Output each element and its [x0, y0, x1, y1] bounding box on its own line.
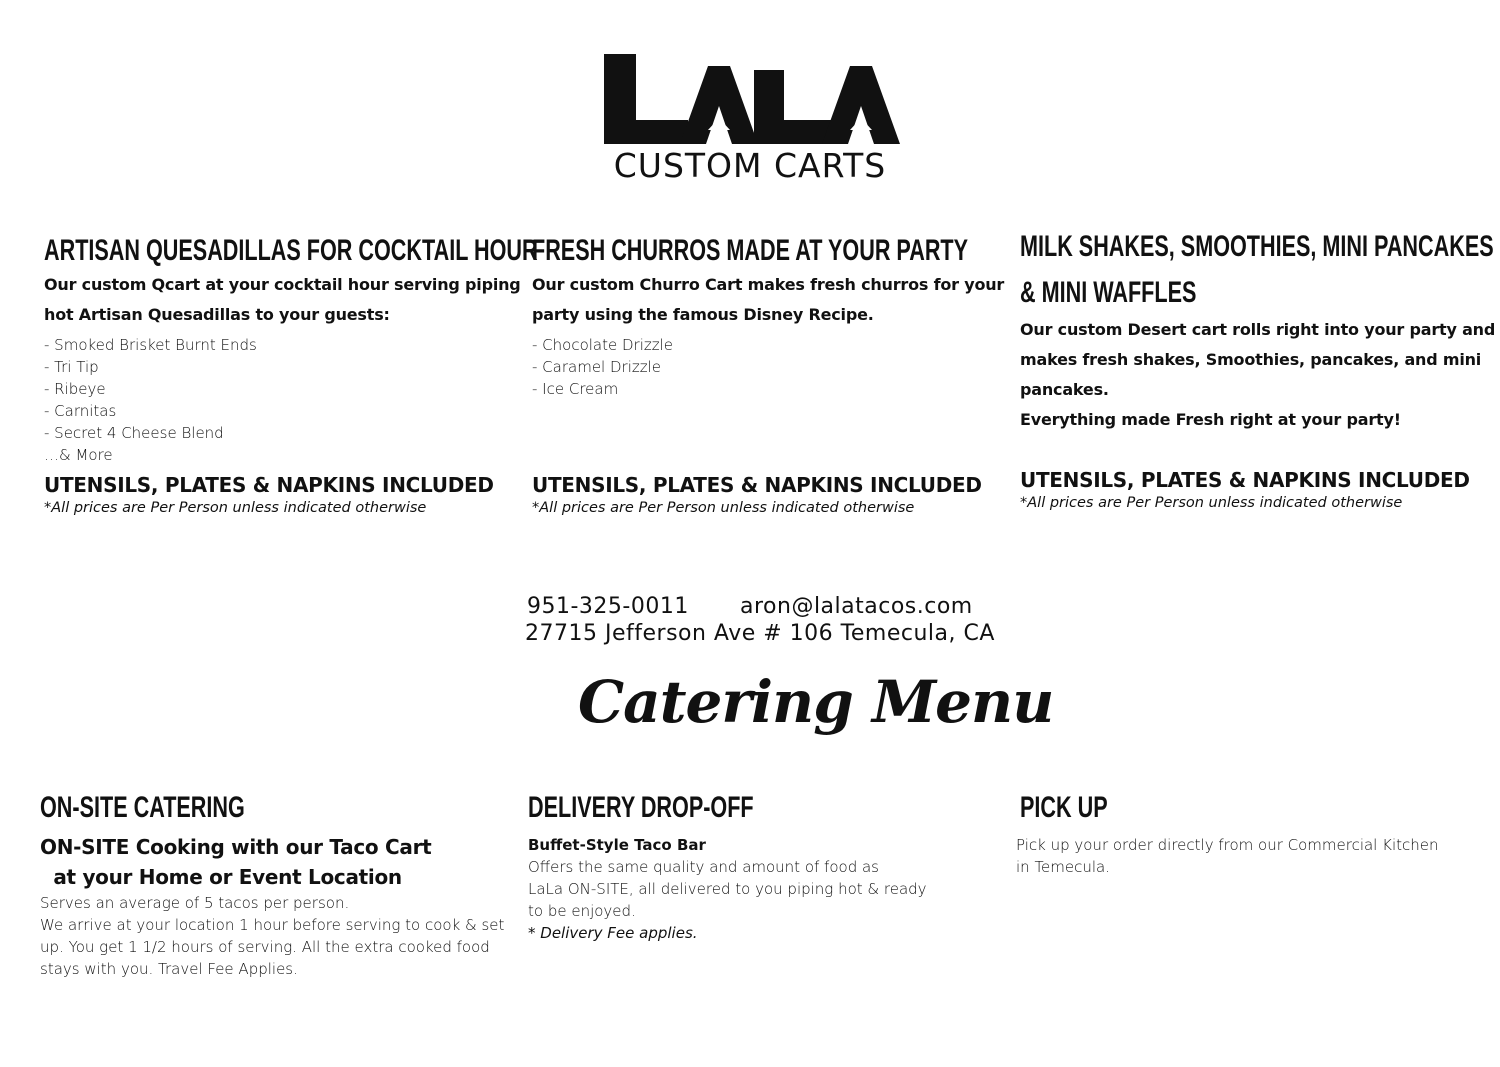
included-label: UTENSILS, PLATES & NAPKINS INCLUDED	[44, 473, 494, 497]
dessert-lead-line: makes fresh shakes, Smoothies, pancakes, and mini	[1020, 350, 1482, 369]
list-item: - Ice Cream	[532, 380, 619, 398]
pickup-body	[1016, 834, 1486, 878]
delivery-body-line: to be enjoyed.	[528, 902, 636, 920]
contact-phone: 951-325-0011	[527, 594, 689, 619]
price-note: *All prices are Per Person unless indicated otherwise	[44, 500, 427, 516]
onsite-body-line: Serves an average of 5 tacos per person.	[40, 894, 350, 912]
onsite-lead-line: ON-SITE Cooking with our Taco Cart	[40, 835, 432, 859]
pickup-body-line: Pick up your order directly from our Commercial Kitchen	[1016, 836, 1439, 854]
churro-lead-line: Our custom Churro Cart makes fresh churros for your	[532, 275, 1005, 294]
delivery-body	[528, 834, 988, 944]
included-label: UTENSILS, PLATES & NAPKINS INCLUDED	[532, 473, 982, 497]
churro-body	[532, 270, 1005, 400]
delivery-body-line: LaLa ON-SITE, all delivered to you piping hot & ready	[528, 880, 927, 898]
dessert-heading-line: & MINI WAFFLES	[1020, 276, 1197, 309]
delivery-fee-note: * Delivery Fee applies.	[528, 924, 698, 942]
delivery-lead: Buffet-Style Taco Bar	[528, 836, 706, 854]
lala-logo	[596, 50, 904, 190]
quesadilla-items	[44, 334, 504, 466]
dessert-body	[1020, 315, 1496, 435]
contact-address: 27715 Jefferson Ave # 106 Temecula, CA	[525, 621, 995, 646]
quesadilla-footer	[44, 472, 494, 518]
dessert-heading-line: MILK SHAKES, SMOOTHIES, MINI PANCAKES	[1020, 230, 1494, 263]
pickup-heading: PICK UP	[1020, 791, 1108, 824]
pickup-section	[1020, 785, 1142, 831]
quesadilla-lead-line: hot Artisan Quesadillas to your guests:	[44, 305, 390, 324]
dessert-lead-line: pancakes.	[1020, 380, 1109, 399]
pickup-body-line: in Temecula.	[1016, 858, 1111, 876]
churro-lead-line: party using the famous Disney Recipe.	[532, 305, 874, 324]
list-item: - Secret 4 Cheese Blend	[44, 424, 224, 442]
price-note: *All prices are Per Person unless indicated otherwise	[1020, 495, 1403, 511]
lala-logo-mark	[596, 50, 904, 150]
list-item: - Chocolate Drizzle	[532, 336, 674, 354]
churro-items	[532, 334, 992, 400]
onsite-body-line: stays with you. Travel Fee Applies.	[40, 960, 298, 978]
onsite-lead-line: at your Home or Event Location	[40, 865, 402, 889]
list-item: - Carnitas	[44, 402, 117, 420]
page-title: Catering Menu	[578, 668, 1054, 736]
delivery-section	[528, 785, 841, 831]
price-note: *All prices are Per Person unless indicated otherwise	[532, 500, 915, 516]
list-item: - Ribeye	[44, 380, 106, 398]
dessert-lead-line: Our custom Desert cart rolls right into your party and	[1020, 320, 1496, 339]
onsite-heading: ON-SITE CATERING	[40, 791, 245, 824]
quesadilla-lead-line: Our custom Qcart at your cocktail hour serving piping	[44, 275, 521, 294]
list-item: - Caramel Drizzle	[532, 358, 662, 376]
list-item: - Tri Tip	[44, 358, 99, 376]
contact-email: aron@lalatacos.com	[740, 594, 973, 619]
onsite-body	[40, 832, 505, 980]
churro-heading: FRESH CHURROS MADE AT YOUR PARTY	[532, 234, 969, 267]
delivery-heading: DELIVERY DROP-OFF	[528, 791, 754, 824]
included-label: UTENSILS, PLATES & NAPKINS INCLUDED	[1020, 468, 1470, 492]
list-item: - Smoked Brisket Burnt Ends	[44, 336, 257, 354]
delivery-body-line: Offers the same quality and amount of food as	[528, 858, 879, 876]
onsite-section	[40, 785, 324, 831]
onsite-body-line: up. You get 1 1/2 hours of serving. All the extra cooked food	[40, 938, 490, 956]
quesadilla-body	[44, 270, 521, 466]
dessert-section	[1020, 224, 1500, 316]
churro-footer	[532, 472, 982, 518]
logo-subtitle: CUSTOM CARTS	[613, 146, 887, 185]
onsite-body-line: We arrive at your location 1 hour before serving to cook & set	[40, 916, 505, 934]
quesadilla-heading: ARTISAN QUESADILLAS FOR COCKTAIL HOUR	[44, 234, 538, 267]
list-item: …& More	[44, 446, 113, 464]
dessert-footer	[1020, 467, 1470, 513]
dessert-lead-line: Everything made Fresh right at your party!	[1020, 410, 1401, 429]
